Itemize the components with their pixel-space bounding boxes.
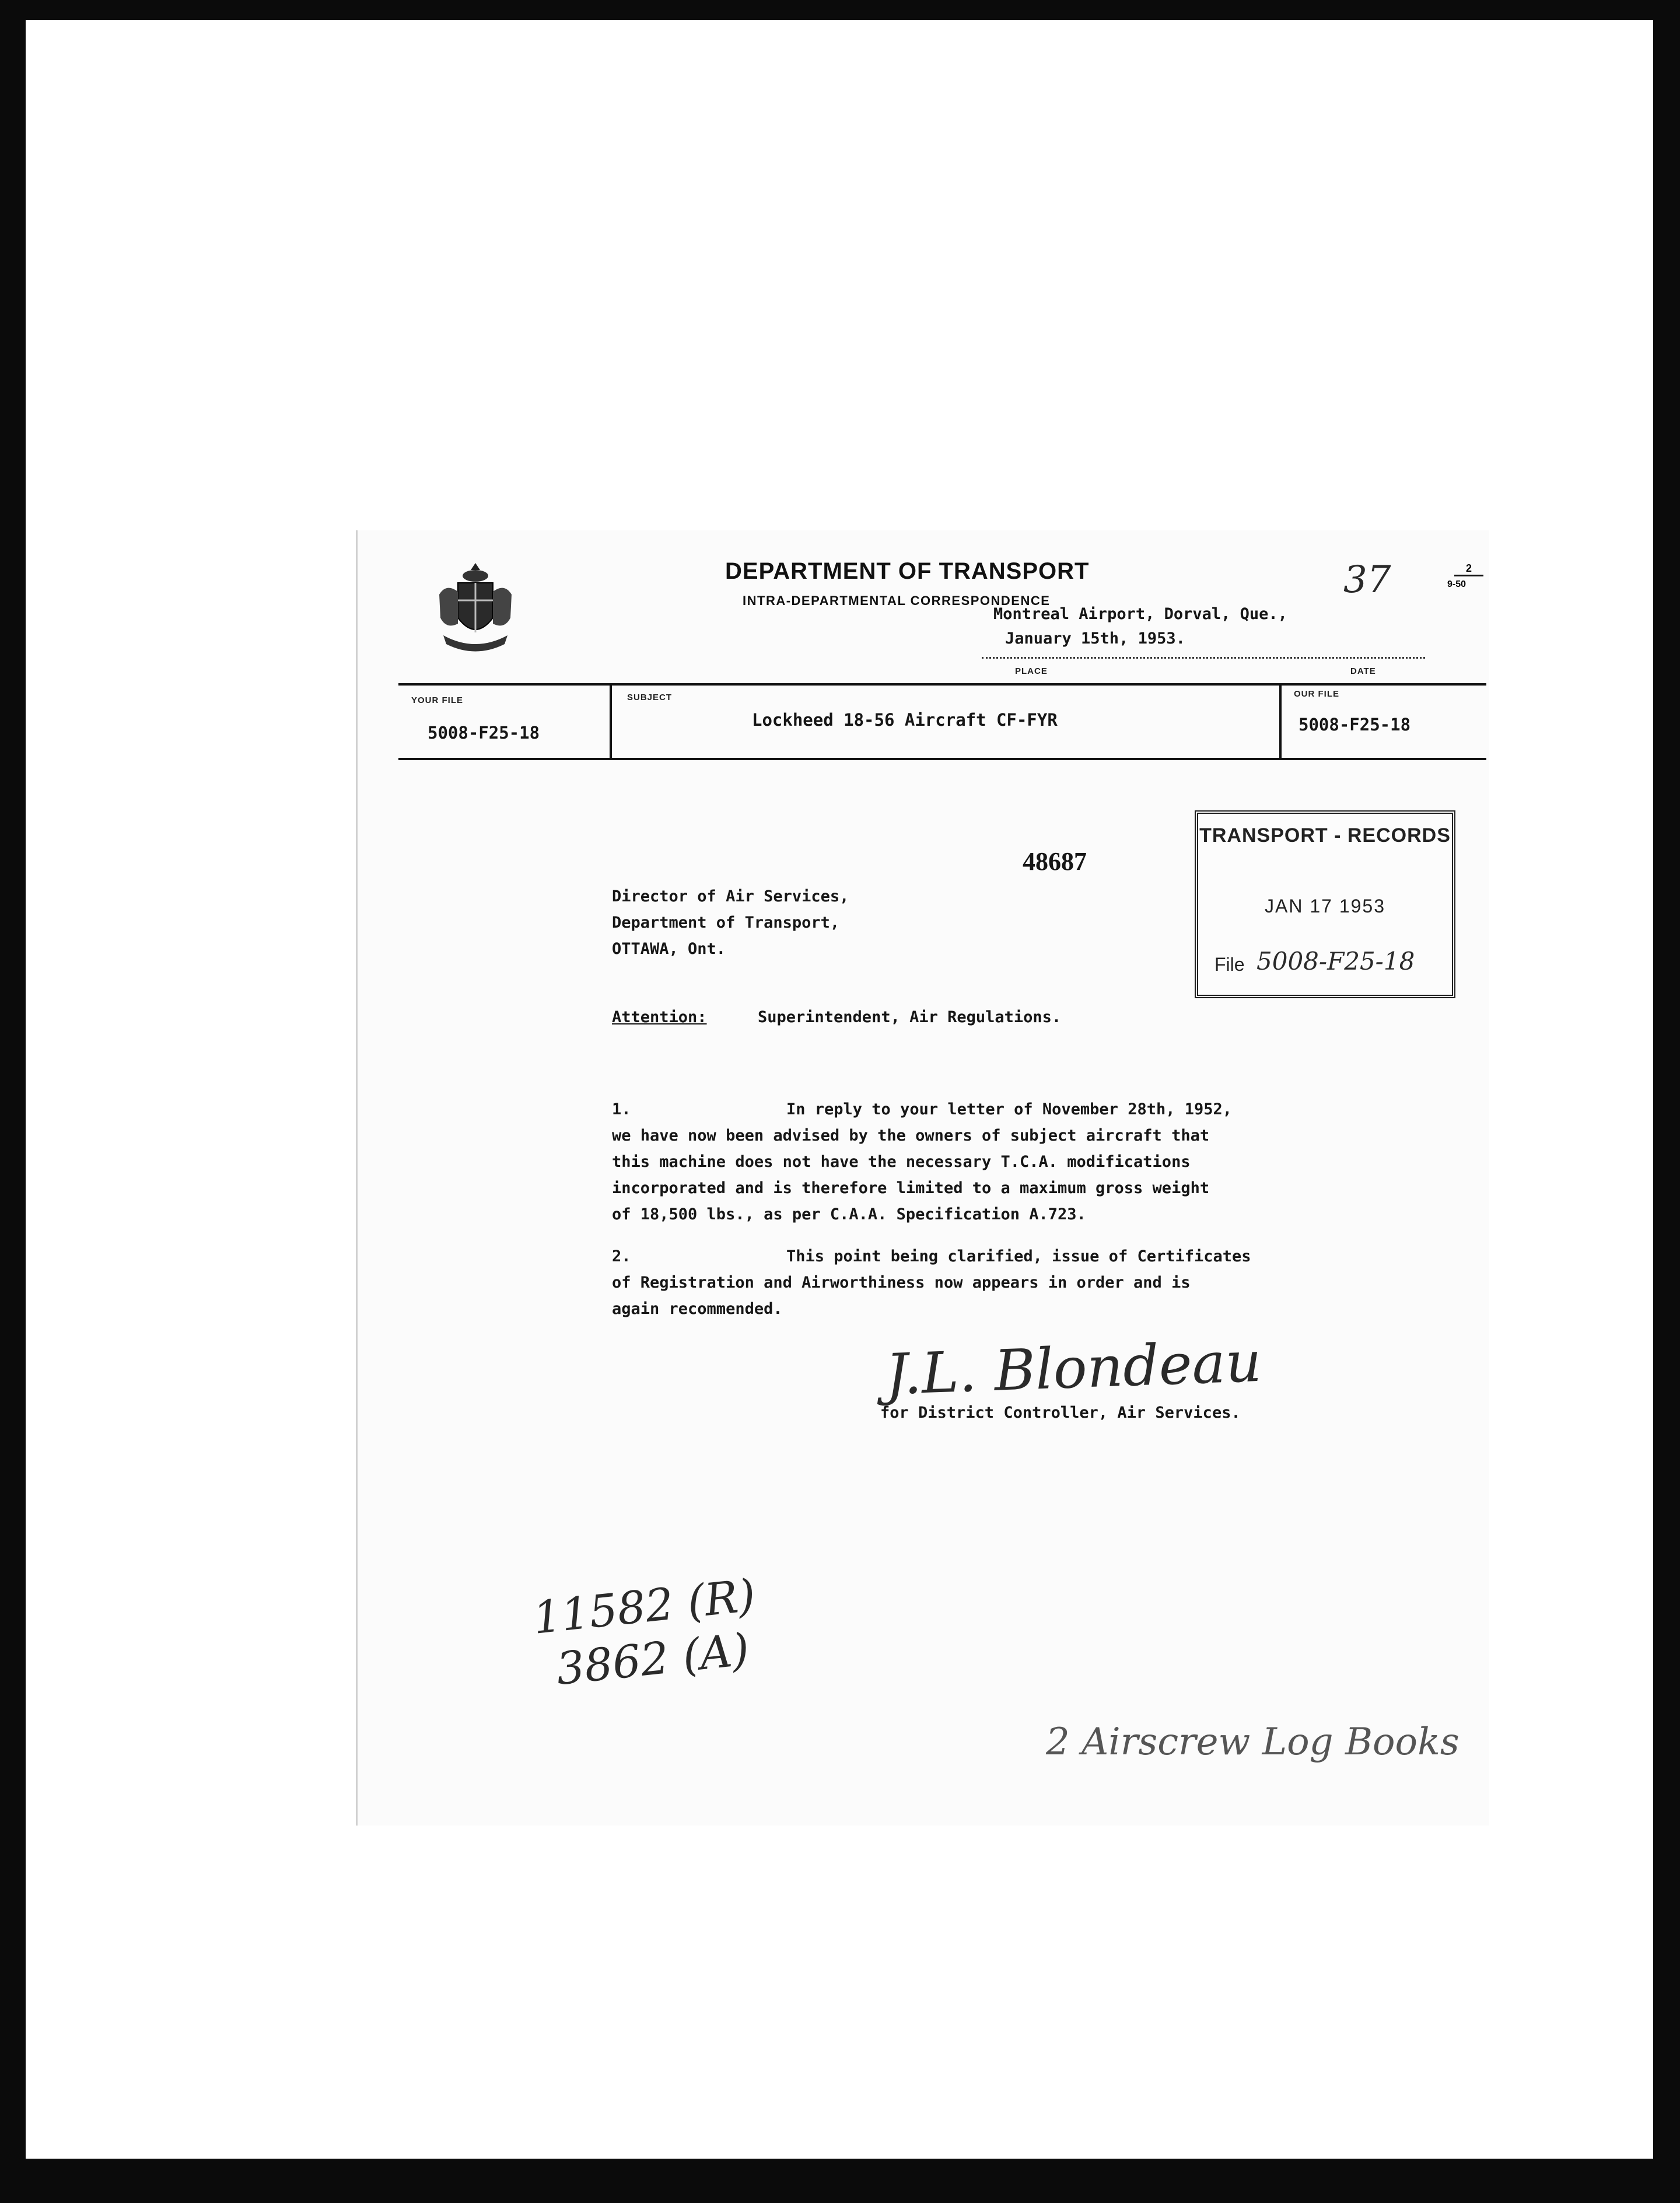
paragraph-line: we have now been advised by the owners of subject aircraft that <box>612 1127 1210 1145</box>
records-stamp <box>1195 810 1455 998</box>
header-divider-left <box>610 683 612 760</box>
place-line: Montreal Airport, Dorval, Que., <box>993 605 1287 623</box>
attention-label: Attention: <box>612 1008 707 1026</box>
stamp-title: TRANSPORT - RECORDS <box>1199 824 1451 847</box>
paragraph-line: In reply to your letter of November 28th, 1952, <box>786 1100 1233 1118</box>
subject-label: SUBJECT <box>627 693 673 702</box>
form-code-bottom: 9-50 <box>1447 579 1466 589</box>
date-label: DATE <box>1350 666 1376 676</box>
header-table-top-rule <box>398 683 1486 686</box>
scanned-page <box>26 20 1653 2159</box>
paragraph-line: of Registration and Airworthiness now appears in order and is <box>612 1274 1191 1292</box>
stamp-file-label: File <box>1214 954 1245 975</box>
paragraph-line: incorporated and is therefore limited to a maximum gross weight <box>612 1179 1210 1197</box>
memo-sheet <box>356 530 1489 1826</box>
stamp-date: JAN 17 1953 <box>1264 896 1385 917</box>
paragraph-number: 1. <box>612 1100 631 1118</box>
handwritten-signature: J.L. Blondeau <box>884 1328 1263 1408</box>
our-file-value: 5008-F25-18 <box>1298 715 1411 735</box>
header-table-bottom-rule <box>398 758 1486 760</box>
paragraph-line: again recommended. <box>612 1300 783 1318</box>
margin-note-line-2: 3862 (A) <box>554 1622 752 1695</box>
reference-number: 48687 <box>1023 847 1087 876</box>
header-divider-right <box>1279 683 1282 760</box>
our-file-label: OUR FILE <box>1294 689 1339 699</box>
stamp-file-value: 5008-F25-18 <box>1256 947 1415 975</box>
your-file-value: 5008-F25-18 <box>428 723 540 743</box>
paragraph-line: of 18,500 lbs., as per C.A.A. Specification A.723. <box>612 1205 1086 1223</box>
margin-note-line-1: 11582 (R) <box>530 1569 758 1644</box>
paragraph-line: this machine does not have the necessary T.C.A. modifications <box>612 1153 1191 1171</box>
your-file-label: YOUR FILE <box>411 695 464 705</box>
coat-of-arms-icon <box>435 560 516 659</box>
paragraph-number: 2. <box>612 1247 631 1265</box>
handwritten-page-number: 37 <box>1343 558 1391 602</box>
attention-value: Superintendent, Air Regulations. <box>758 1008 1062 1026</box>
recipient-line-3: OTTAWA, Ont. <box>612 940 726 958</box>
recipient-line-2: Department of Transport, <box>612 914 840 932</box>
paragraph-line: This point being clarified, issue of Certificates <box>786 1247 1251 1265</box>
place-label: PLACE <box>1015 666 1048 676</box>
form-code-top: 2 <box>1454 562 1483 576</box>
correspondence-subtitle: INTRA-DEPARTMENTAL CORRESPONDENCE <box>743 593 1051 608</box>
place-date-rule <box>982 657 1425 659</box>
date-line: January 15th, 1953. <box>1005 630 1185 648</box>
department-title: DEPARTMENT OF TRANSPORT <box>725 558 1090 584</box>
recipient-line-1: Director of Air Services, <box>612 887 849 905</box>
signature-line: for District Controller, Air Services. <box>880 1404 1241 1422</box>
margin-note-bottom-right: 2 Airscrew Log Books <box>1046 1721 1460 1764</box>
subject-value: Lockheed 18-56 Aircraft CF-FYR <box>752 710 1058 730</box>
